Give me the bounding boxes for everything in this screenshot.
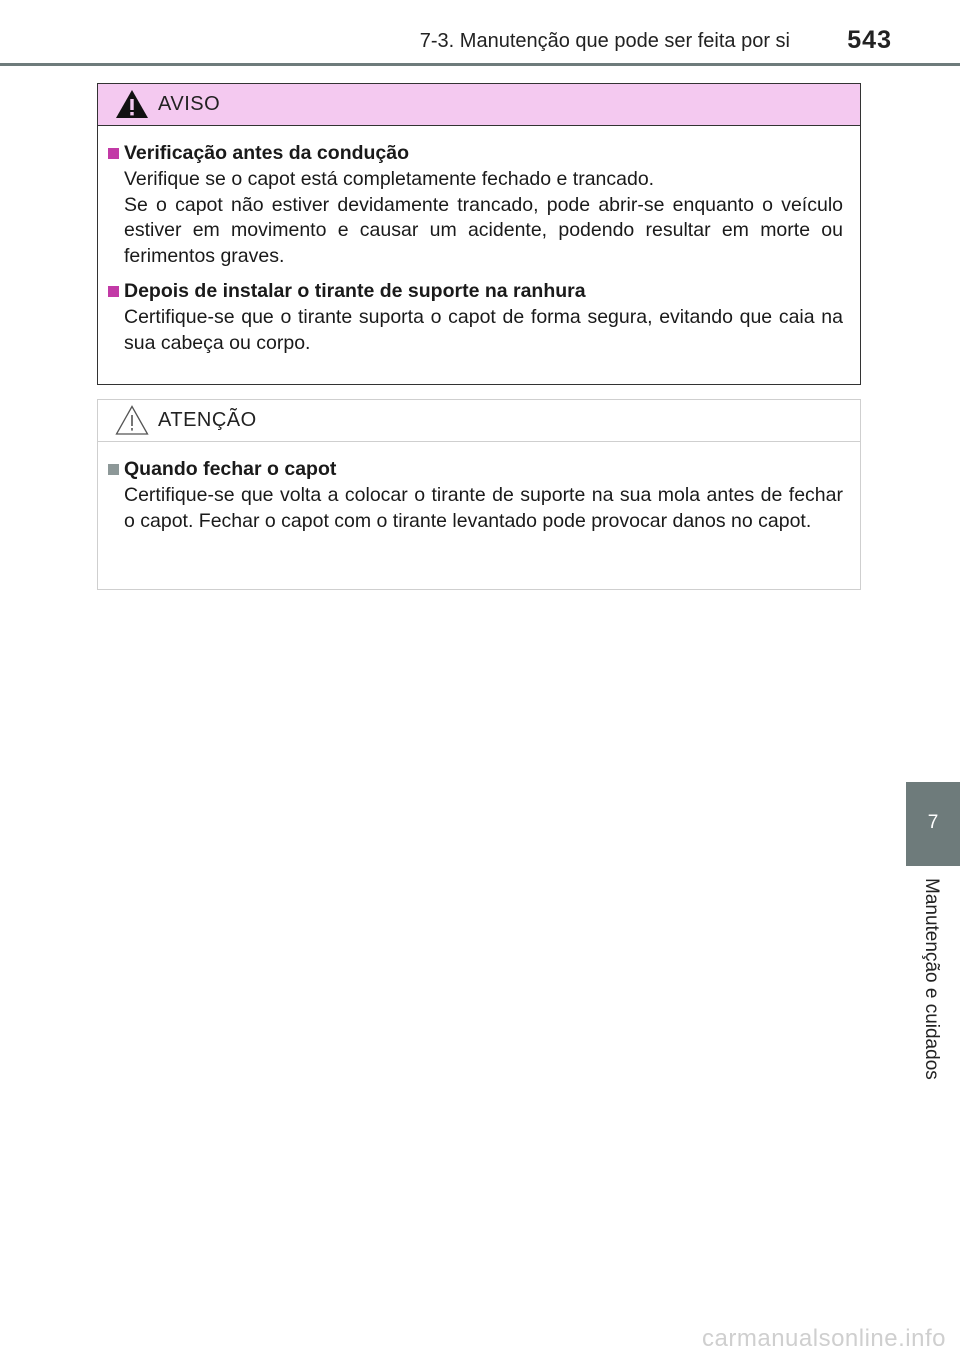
- warning-triangle-outline-icon: [114, 404, 150, 436]
- header-section-title: 7-3. Manutenção que pode ser feita por si: [419, 30, 790, 52]
- caution-label: ATENÇÃO: [158, 409, 257, 431]
- warning-item-text: [108, 305, 843, 356]
- warning-item-paragraph: Se o capot não estiver devidamente trancado, pode abrir-se enquanto o veículo estiver em movimento e causar um acidente, podendo resultar em morte ou ferimentos graves.: [124, 193, 843, 267]
- warning-box-body: [98, 126, 860, 356]
- warning-item-paragraph: Verifique se o capot está completamente fechado e trancado.: [124, 168, 655, 190]
- chapter-number: 7: [927, 812, 939, 833]
- page-number: 543: [847, 26, 892, 54]
- warning-item-title-text: Depois de instalar o tirante de suporte na ranhura: [124, 280, 586, 302]
- square-bullet-icon: [108, 464, 119, 475]
- caution-box-header: [98, 400, 860, 442]
- caution-item-paragraph: Certifique-se que volta a colocar o tirante de suporte na sua mola antes de fechar o capot. Fechar o capot com o tirante levantado pode provocar danos no capot.: [124, 484, 843, 532]
- watermark: carmanualsonline.info: [702, 1325, 946, 1352]
- chapter-title: Manutenção e cuidados: [921, 878, 942, 1080]
- warning-item-title: [108, 140, 843, 167]
- caution-item-text: [108, 483, 843, 534]
- caution-item: [108, 456, 843, 534]
- warning-box: [97, 83, 861, 385]
- page-header: [0, 0, 960, 66]
- caution-item-title-text: Quando fechar o capot: [124, 458, 337, 480]
- warning-item: [108, 278, 843, 356]
- warning-item-title-text: Verificação antes da condução: [124, 142, 410, 164]
- caution-box: [97, 399, 861, 590]
- warning-item-paragraph: Certifique-se que o tirante suporta o capot de forma segura, evitando que caia na sua cabeça ou corpo.: [124, 306, 843, 354]
- chapter-tab[interactable]: [906, 782, 960, 866]
- warning-item-text: [108, 167, 843, 269]
- warning-item: [108, 140, 843, 269]
- caution-box-body: [98, 442, 860, 534]
- warning-label: AVISO: [158, 93, 221, 115]
- warning-box-header: [98, 84, 860, 126]
- warning-item-title: [108, 278, 843, 305]
- warning-triangle-filled-icon: [114, 88, 150, 120]
- caution-item-title: [108, 456, 843, 483]
- square-bullet-icon: [108, 286, 119, 297]
- square-bullet-icon: [108, 148, 119, 159]
- header-rule: [0, 63, 960, 66]
